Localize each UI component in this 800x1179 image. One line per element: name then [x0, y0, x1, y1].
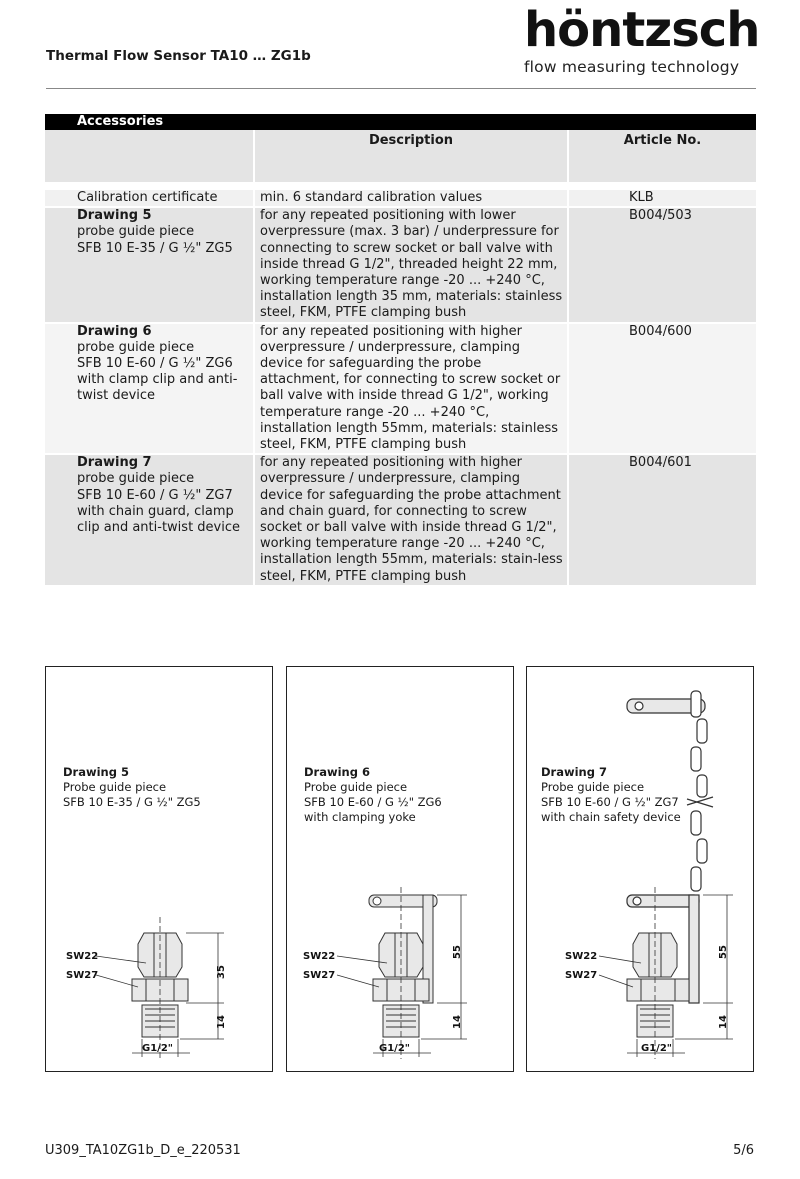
drawing-line: SFB 10 E-60 / G ½" ZG6	[304, 795, 442, 809]
row-article: KLB	[568, 189, 756, 207]
drawing-title: Drawing 7	[541, 765, 607, 779]
drawing-7-panel	[526, 666, 754, 1072]
row-article: B004/600	[568, 323, 756, 455]
header-cell-description: Description	[254, 130, 568, 182]
drawing-line: Probe guide piece	[304, 780, 408, 794]
document-title: Thermal Flow Sensor TA10 … ZG1b	[46, 48, 311, 64]
row-name-title: Drawing 6	[77, 323, 152, 339]
sw22-label: SW22	[565, 951, 598, 962]
drawing-title: Drawing 5	[63, 765, 129, 779]
header-cell-article: Article No.	[568, 130, 756, 182]
row-name	[45, 207, 254, 322]
table-row	[45, 323, 756, 455]
row-description: for any repeated positioning with higher overpressure / underpressure, clamping device for safeguarding the probe attachment and chain guard, for connecting to screw socket or ball valve with inside thread G 1/2", working temperature range -20 ... +240 °C, installation length 55mm, materials: stain-less steel, FKM, PTFE clamping bush	[254, 454, 568, 585]
drawing-6-panel	[286, 666, 514, 1072]
row-name-line: SFB 10 E-60 / G ½" ZG6	[77, 356, 233, 372]
accessories-table	[45, 114, 756, 585]
row-name-line: with clamp clip and anti-	[77, 372, 238, 388]
row-name-line: with chain guard, clamp	[77, 503, 234, 519]
row-article: B004/503	[568, 207, 756, 322]
row-name-title: Drawing 7	[77, 455, 152, 471]
header-cell-name	[45, 130, 254, 182]
table-row	[45, 207, 756, 322]
drawing-line: with chain safety device	[541, 810, 681, 824]
thread-length-dimension: 14	[452, 1015, 463, 1029]
row-name-line: probe guide piece	[77, 471, 195, 487]
drawing-5-figure	[46, 667, 272, 1071]
drawing-5-panel	[45, 666, 273, 1072]
brand-name: höntzsch	[524, 2, 760, 58]
row-article: B004/601	[568, 454, 756, 585]
sw27-label: SW27	[565, 970, 598, 981]
row-description: for any repeated positioning with lower overpressure (max. 3 bar) / underpressure for connecting to screw socket or ball valve with inside thread G 1/2", threaded height 22 mm, working temperature range -20 ... +240 °C, installation length 35 mm, materials: stainless steel, FKM, PTFE clamping bush	[254, 207, 568, 322]
sw27-label: SW27	[303, 970, 336, 981]
row-name-title: Drawing 5	[77, 208, 152, 224]
row-name-line: clip and anti-twist device	[77, 520, 240, 536]
height-dimension: 35	[216, 965, 227, 979]
row-name-line: SFB 10 E-60 / G ½" ZG7	[77, 487, 233, 503]
drawing-line: Probe guide piece	[63, 780, 167, 794]
row-description: min. 6 standard calibration values	[254, 189, 568, 207]
thread-label: G1/2"	[142, 1043, 173, 1054]
drawing-line: SFB 10 E-60 / G ½" ZG7	[541, 795, 679, 809]
header-rule	[46, 88, 756, 89]
height-dimension: 55	[452, 945, 463, 959]
sw22-label: SW22	[303, 951, 336, 962]
drawing-title: Drawing 6	[304, 765, 370, 779]
table-row	[45, 454, 756, 585]
row-name-line: SFB 10 E-35 / G ½" ZG5	[77, 240, 233, 256]
brand-logo	[524, 2, 760, 76]
row-name-line: probe guide piece	[77, 224, 195, 240]
drawing-line: with clamping yoke	[304, 810, 416, 824]
thread-label: G1/2"	[641, 1043, 672, 1054]
brand-tagline: flow measuring technology	[524, 58, 740, 76]
document-code: U309_TA10ZG1b_D_e_220531	[45, 1143, 241, 1158]
row-name: Calibration certificate	[45, 189, 254, 207]
sw27-label: SW27	[66, 970, 99, 981]
page-number: 5/6	[733, 1143, 754, 1158]
thread-length-dimension: 14	[216, 1015, 227, 1029]
row-name	[45, 323, 254, 455]
row-name-line: twist device	[77, 388, 156, 404]
sw22-label: SW22	[66, 951, 99, 962]
row-description: for any repeated positioning with higher overpressure / underpressure, clamping device for safeguarding the probe attachment, for connecting to screw socket or ball valve with inside thread G 1/2", working temperature range -20 ... +240 °C, installation length 55mm, materials: stainless steel, FKM, PTFE clamping bush	[254, 323, 568, 455]
section-title: Accessories	[45, 114, 756, 130]
drawing-6-figure	[287, 667, 513, 1071]
drawing-7-figure	[527, 667, 753, 1071]
thread-label: G1/2"	[379, 1043, 410, 1054]
row-name	[45, 454, 254, 585]
height-dimension: 55	[718, 945, 729, 959]
table-row	[45, 189, 756, 207]
drawing-line: SFB 10 E-35 / G ½" ZG5	[63, 795, 201, 809]
row-name-line: probe guide piece	[77, 339, 195, 355]
thread-length-dimension: 14	[718, 1015, 729, 1029]
drawing-line: Probe guide piece	[541, 780, 645, 794]
